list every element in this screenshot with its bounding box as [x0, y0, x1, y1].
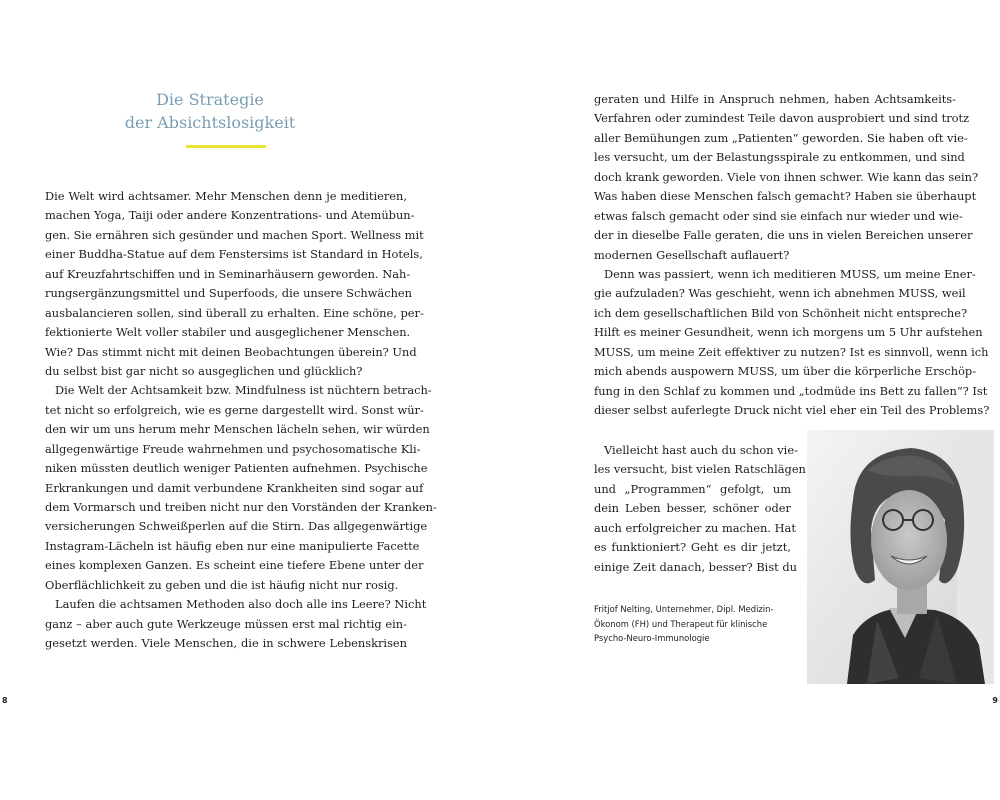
- right-page: [500, 0, 1000, 800]
- text-line: Hilft es meiner Gesundheit, wenn ich morgens um 5 Uhr aufstehen: [594, 325, 983, 340]
- text-line: auch erfolgreicher zu machen. Hat: [594, 520, 796, 535]
- text-line: der in dieselbe Falle geraten, die uns in vielen Bereichen unserer: [594, 228, 973, 243]
- text-line: Die Welt wird achtsamer. Mehr Menschen denn je meditieren,: [45, 189, 407, 203]
- text-line: versicherungen Schweißperlen auf die Stirn. Das allgegenwärtige: [45, 519, 428, 534]
- text-line: ausbalancieren sollen, sind überall zu erhalten. Eine schöne, per-: [45, 305, 424, 320]
- text-line: ganz – aber auch gute Werkzeuge müssen erst mal richtig ein-: [45, 616, 407, 631]
- page-number-right: 9: [992, 696, 998, 705]
- text-line: rungsergänzungsmittel und Superfoods, die unsere Schwächen: [45, 286, 412, 301]
- text-line: einer Buddha-Statue auf dem Fenstersims ist Standard in Hotels,: [45, 247, 423, 262]
- text-line: Laufen die achtsamen Methoden also doch alle ins Leere? Nicht: [55, 597, 427, 612]
- text-line: modernen Gesellschaft auflauert?: [594, 247, 790, 262]
- text-line: dein Leben besser, schöner oder: [594, 501, 791, 516]
- text-line: gesetzt werden. Viele Menschen, die in schwere Lebenskrisen: [45, 636, 407, 651]
- text-line: les versucht, um der Belastungsspirale zu entkommen, und sind: [594, 150, 965, 165]
- text-line: Erkrankungen und damit verbundene Krankheiten sind sogar auf: [45, 480, 424, 495]
- text-line: fung in den Schlaf zu kommen und „todmüde ins Bett zu fallen“? Ist: [594, 383, 988, 398]
- text-line: geraten und Hilfe in Anspruch nehmen, haben Achtsamkeits-: [594, 92, 956, 106]
- text-line: Was haben diese Menschen falsch gemacht? Haben sie überhaupt: [594, 189, 977, 204]
- text-line: du selbst bist gar nicht so ausgeglichen und glücklich?: [45, 363, 363, 378]
- text-line: einige Zeit danach, besser? Bist du: [594, 559, 798, 574]
- text-line: mich abends auspowern MUSS, um über die körperliche Erschöp-: [594, 364, 977, 379]
- chapter-title-line-2: der Absichtslosigkeit: [124, 113, 296, 132]
- text-line: dieser selbst auferlegte Druck nicht viel eher ein Teil des Problems?: [594, 403, 990, 417]
- text-line: machen Yoga, Taiji oder andere Konzentrations- und Atemübun-: [45, 208, 415, 223]
- caption-line: Psycho-Neuro-Immunologie: [594, 633, 710, 644]
- text-line: und „Programmen“ gefolgt, um: [594, 481, 791, 496]
- text-line: les versucht, bist vielen Ratschlägen: [594, 462, 806, 477]
- title-underline: [186, 145, 266, 148]
- left-body-text: [45, 187, 437, 654]
- chapter-title-line-1: Die Strategie: [156, 90, 264, 109]
- text-line: Instagram-Lächeln ist häufig eben nur eine manipulierte Facette: [45, 538, 420, 553]
- text-line: den wir um uns herum mehr Menschen lächeln sehen, wir würden: [45, 422, 430, 437]
- text-line: gen. Sie ernähren sich gesünder und machen Sport. Wellness mit: [45, 227, 424, 242]
- text-line: Denn was passiert, wenn ich meditieren MUSS, um meine Ener-: [604, 266, 976, 281]
- chapter-title: [120, 88, 300, 134]
- page-number-left: 8: [2, 696, 8, 705]
- text-line: doch krank geworden. Viele von ihnen schwer. Wie kann das sein?: [594, 169, 979, 184]
- text-line: niken müssten deutlich weniger Patienten aufnehmen. Psychische: [45, 461, 428, 476]
- text-line: MUSS, um meine Zeit effektiver zu nutzen? Ist es sinnvoll, wenn ich: [594, 344, 989, 359]
- text-line: auf Kreuzfahrtschiffen und in Seminarhäusern geworden. Nah-: [45, 266, 411, 281]
- right-body-text: [594, 90, 990, 420]
- text-line: gie aufzuladen? Was geschieht, wenn ich abnehmen MUSS, weil: [594, 286, 966, 301]
- text-line: Oberflächlichkeit zu geben und die ist häufig nicht nur rosig.: [45, 577, 399, 592]
- text-line: tet nicht so erfolgreich, wie es gerne dargestellt wird. Sonst wür-: [45, 402, 424, 417]
- text-line: etwas falsch gemacht oder sind sie einfach nur wieder und wie-: [594, 208, 963, 223]
- text-line: Die Welt der Achtsamkeit bzw. Mindfulness ist nüchtern betrach-: [55, 383, 432, 398]
- text-line: eines komplexen Ganzen. Es scheint eine tiefere Ebene unter der: [45, 558, 424, 573]
- text-line: allgegenwärtige Freude wahrnehmen und psychosomatische Kli-: [45, 441, 421, 456]
- text-line: Vielleicht hast auch du schon vie-: [604, 443, 798, 457]
- photo-caption: [594, 602, 794, 646]
- text-line: ich dem gesellschaftlichen Bild von Schönheit nicht entspreche?: [594, 305, 968, 320]
- caption-line: Fritjof Nelting, Unternehmer, Dipl. Medizin-: [594, 604, 774, 614]
- text-line: dem Vormarsch und treiben nicht nur den Vorständen der Kranken-: [45, 500, 437, 514]
- text-line: es funktioniert? Geht es dir jetzt,: [594, 540, 791, 555]
- author-portrait-photo: [807, 430, 994, 684]
- text-line: Verfahren oder zumindest Teile davon ausprobiert und sind trotz: [594, 111, 970, 126]
- caption-line: Ökonom (FH) und Therapeut für klinische: [594, 618, 768, 629]
- text-line: Wie? Das stimmt nicht mit deinen Beobachtungen überein? Und: [45, 344, 417, 359]
- wrapped-body-text: [594, 441, 806, 577]
- text-line: aller Bemühungen zum „Patienten“ geworden. Sie haben oft vie-: [594, 130, 968, 145]
- text-line: fektionierte Welt voller stabiler und ausgeglichener Menschen.: [45, 325, 411, 340]
